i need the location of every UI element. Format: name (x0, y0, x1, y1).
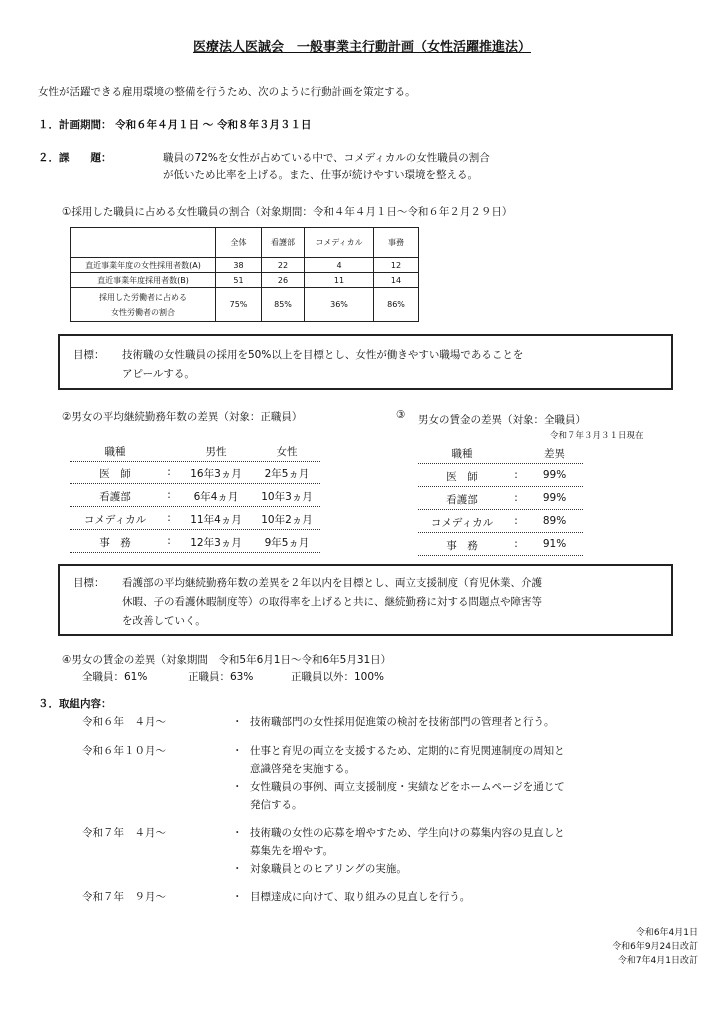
section4-heading: ④男女の賃金の差異（対象期間 令和5年6月1日～令和6年5月31日） (62, 654, 392, 666)
issue-line-1: 職員の72%を女性が占めている中で、コメディカルの女性職員の割合 (163, 152, 490, 164)
hiring-ratio-table (70, 227, 419, 322)
diff-cell: 99% (542, 492, 567, 504)
divider (70, 483, 320, 484)
separator: : (514, 538, 518, 550)
male-cell: 6年4ヵ月 (193, 491, 239, 503)
bullet: ・ (232, 827, 243, 839)
as-of-date: 令和７年３月３１日現在 (550, 431, 644, 441)
female-cell: 9年5ヵ月 (264, 537, 310, 549)
revision-date-1: 令和6年9月24日改訂 (612, 942, 698, 952)
separator: : (167, 466, 171, 478)
goal-line-2: 休暇、子の看護休暇制度等）の取得率を上げると共に、継続勤務に対する問題点や障害等 (122, 596, 542, 608)
action-text: 意識啓発を実施する。 (250, 763, 355, 775)
divider (418, 532, 583, 533)
table-row (71, 258, 419, 273)
female-cell: 10年3ヵ月 (261, 491, 313, 503)
bullet: ・ (232, 716, 243, 728)
action-text: 仕事と育児の両立を支援するため、定期的に育児関連制度の周知と (250, 745, 565, 757)
action-text: 技術職の女性の応募を増やすため、学生向けの募集内容の見直しと (250, 827, 565, 839)
job-cell: コメディカル (430, 517, 494, 529)
goal-line-1: 看護部の平均継続勤務年数の差異を２年以内を目標とし、両立支援制度（育児休業、介護 (122, 577, 542, 589)
action-text: 募集先を増やす。 (250, 845, 334, 857)
female-cell: 10年2ヵ月 (261, 514, 313, 526)
divider (418, 463, 583, 464)
goal-line-3: を改善していく。 (122, 615, 206, 627)
action-text: 目標達成に向けて、取り組みの見直しを行う。 (250, 891, 471, 903)
divider (418, 509, 583, 510)
diff-cell: 91% (542, 538, 567, 550)
wage-regular-staff: 正職員：63% (188, 671, 254, 683)
row-label-line: 女性労働者の割合 (111, 307, 175, 317)
table-row (70, 466, 320, 481)
separator: : (167, 512, 171, 524)
table-header-cell: 看護部 (262, 228, 305, 258)
goal-label: 目標： (73, 577, 105, 589)
goal-box-1 (58, 334, 673, 390)
action-date: 令和６年 ４月～ (82, 716, 166, 728)
separator: : (167, 489, 171, 501)
diff-cell: 89% (542, 515, 567, 527)
job-cell: 医 師 (446, 471, 478, 483)
divider (70, 506, 320, 507)
bullet: ・ (232, 863, 243, 875)
bullet: ・ (232, 891, 243, 903)
goal-line-2: アピールする。 (122, 368, 195, 380)
issue-label: ２．課 題： (38, 152, 112, 164)
table-cell: 51 (216, 273, 262, 288)
table-cell: 4 (305, 258, 374, 273)
tenure-header-row (70, 444, 320, 459)
table-row (70, 535, 320, 550)
table-cell: 22 (262, 258, 305, 273)
male-cell: 16年3ヵ月 (190, 468, 242, 480)
goal-label: 目標： (73, 349, 105, 361)
job-cell: 看護部 (99, 491, 131, 503)
action-date: 令和７年 ４月～ (82, 827, 166, 839)
action-date: 令和７年 ９月～ (82, 891, 166, 903)
goal-box-2 (58, 564, 673, 636)
job-cell: 事 務 (446, 540, 478, 552)
goal-line-1: 技術職の女性職員の採用を50%以上を目標とし、女性が働きやすい職場であることを (122, 349, 524, 361)
divider (418, 555, 583, 556)
row-label-line: 採用した労働者に占める (99, 292, 187, 302)
divider (70, 552, 320, 553)
table-row (418, 469, 583, 484)
row-label (71, 288, 216, 322)
section3-heading: 男女の賃金の差異（対象：全職員） (418, 414, 586, 426)
table-cell: 26 (262, 273, 305, 288)
col-header-job: 職種 (451, 448, 473, 460)
table-header-cell: 事務 (374, 228, 419, 258)
table-header-cell (71, 228, 216, 258)
job-cell: 医 師 (99, 468, 131, 480)
section2-heading: ②男女の平均継続勤務年数の差異（対象：正職員） (62, 411, 303, 423)
table-cell: 36% (305, 288, 374, 322)
table-cell: 85% (262, 288, 305, 322)
action-date: 令和６年１０月～ (82, 745, 166, 757)
job-cell: 看護部 (446, 494, 478, 506)
col-header-male: 男性 (205, 446, 227, 458)
plan-period: １．計画期間： 令和６年４月１日 ～ 令和８年３月３１日 (38, 119, 312, 131)
divider (70, 461, 320, 462)
divider (70, 529, 320, 530)
table-row (418, 492, 583, 507)
col-header-diff: 差異 (544, 448, 565, 460)
table-header-row (71, 228, 419, 258)
row-label: 直近事業年度採用者数(B) (71, 273, 216, 288)
table-cell: 86% (374, 288, 419, 322)
separator: : (514, 515, 518, 527)
issue-date: 令和6年4月1日 (635, 928, 698, 938)
separator: : (514, 469, 518, 481)
section3-number: ③ (396, 409, 406, 421)
table-header-cell: 全体 (216, 228, 262, 258)
action-text: 対象職員とのヒアリングの実施。 (250, 863, 407, 875)
issue-line-2: が低いため比率を上げる。また、仕事が続けやすい環境を整える。 (163, 169, 478, 181)
table-cell: 75% (216, 288, 262, 322)
table-cell: 38 (216, 258, 262, 273)
row-label: 直近事業年度の女性採用者数(A) (71, 258, 216, 273)
table-row (71, 288, 419, 322)
table-cell: 11 (305, 273, 374, 288)
divider (418, 486, 583, 487)
col-header-female: 女性 (276, 446, 298, 458)
table-row (71, 273, 419, 288)
action-text: 女性職員の事例、両立支援制度・実績などをホームページを通じて (250, 781, 565, 793)
col-header-job: 職種 (104, 446, 126, 458)
table-cell: 12 (374, 258, 419, 273)
bullet: ・ (232, 745, 243, 757)
bullet: ・ (232, 781, 243, 793)
action-text: 技術職部門の女性採用促進策の検討を技術部門の管理者と行う。 (250, 716, 555, 728)
actions-heading: ３．取組内容： (38, 698, 112, 710)
male-cell: 11年4ヵ月 (190, 514, 242, 526)
male-cell: 12年3ヵ月 (190, 537, 242, 549)
female-cell: 2年5ヵ月 (264, 468, 310, 480)
job-cell: コメディカル (83, 514, 147, 526)
table-cell: 14 (374, 273, 419, 288)
revision-date-2: 令和7年4月1日改訂 (617, 956, 698, 966)
wage-header-row (418, 446, 583, 461)
section1-heading: ①採用した職員に占める女性職員の割合（対象期間：令和４年４月１日～令和６年２月２９日） (62, 206, 513, 218)
separator: : (167, 535, 171, 547)
diff-cell: 99% (542, 469, 567, 481)
table-header-cell: コメディカル (305, 228, 374, 258)
action-text: 発信する。 (250, 799, 303, 811)
table-row (418, 538, 583, 553)
wage-all-staff: 全職員：61% (82, 671, 148, 683)
job-cell: 事 務 (99, 537, 131, 549)
table-row (70, 489, 320, 504)
table-row (70, 512, 320, 527)
intro-text: 女性が活躍できる雇用環境の整備を行うため、次のように行動計画を策定する。 (38, 86, 416, 98)
page-title: 医療法人医誠会 一般事業主行動計画（女性活躍推進法） (192, 40, 531, 55)
table-row (418, 515, 583, 530)
separator: : (514, 492, 518, 504)
wage-non-regular-staff: 正職員以外：100% (291, 671, 385, 683)
